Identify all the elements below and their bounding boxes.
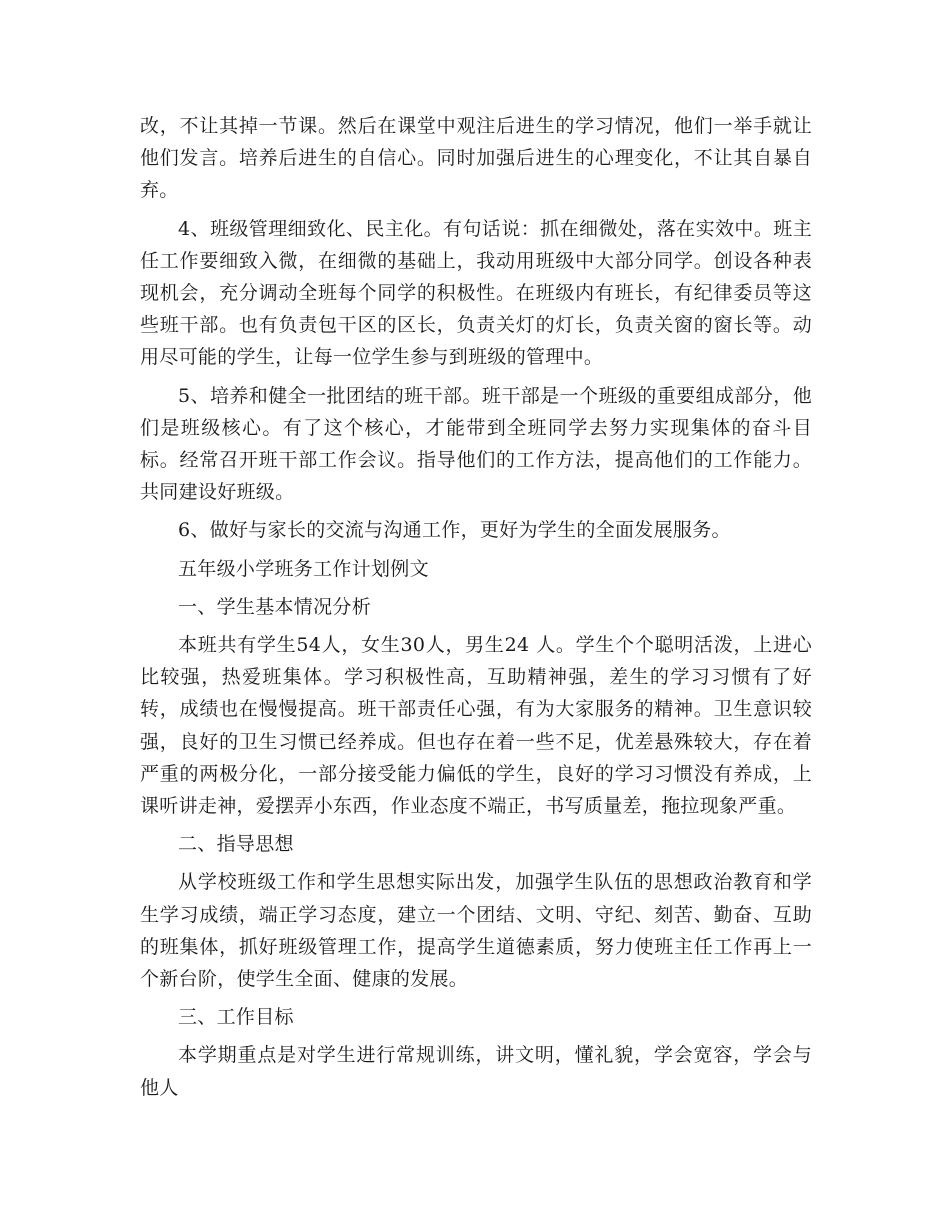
heading-guiding-ideology: 二、指导思想 [178,833,294,856]
paragraph-guiding-ideology: 从学校班级工作和学生思想实际出发，加强学生队伍的思想政治教育和学生学习成绩，端正学习态度，建立一个团结、文明、守纪、刻苦、勤奋、互助的班集体，抓好班级管理工作，提高学生道德素质，努力使班主任工作再上一个新台阶，使学生全面、健康的发展。 [140,871,812,991]
paragraph-2: 4、班级管理细致化、民主化。有句话说：抓在细微处，落在实效中。班主任工作要细致入微，在细微的基础上，我动用班级中大部分同学。创设各种表现机会，充分调动全班每个同学的积极性。在班级内有班长，有纪律委员等这些班干部。也有负责包干区的区长，负责关灯的灯长，负责关窗的窗长等。动用尽可能的学生，让每一位学生参与到班级的管理中。 [140,217,812,369]
paragraph-3: 5、培养和健全一批团结的班干部。班干部是一个班级的重要组成部分，他们是班级核心。有了这个核心，才能带到全班同学去努力实现集体的奋斗目标。经常召开班干部工作会议。指导他们的工作方法，提高他们的工作能力。共同建设好班级。 [140,384,812,504]
paragraph-student-analysis: 本班共有学生54人，女生30人，男生24 人。学生个个聪明活泼，上进心比较强，热爱班集体。学习积极性高，互助精神强，差生的学习习惯有了好转，成绩也在慢慢提高。班干部责任心强，有为大家服务的精神。卫生意识较强，良好的卫生习惯已经养成。但也存在着一些不足，优差悬殊较大，存在着严重的两极分化，一部分接受能力偏低的学生，良好的学习习惯没有养成，上课听讲走神，爱摆弄小东西，作业态度不端正，书写质量差，拖拉现象严重。 [140,634,812,818]
paragraph-work-goals: 本学期重点是对学生进行常规训练，讲文明，懂礼貌，学会宽容，学会与他人 [140,1044,812,1099]
paragraph-1: 改，不让其掉一节课。然后在课堂中观注后进生的学习情况，他们一举手就让他们发言。培养后进生的自信心。同时加强后进生的心理变化，不让其自暴自弃。 [140,115,812,202]
paragraph-4: 6、做好与家长的交流与沟通工作，更好为学生的全面发展服务。 [178,519,731,542]
document-body [140,110,812,1110]
heading-work-goals: 三、工作目标 [178,1006,294,1029]
section-title: 五年级小学班务工作计划例文 [178,557,429,580]
heading-student-analysis: 一、学生基本情况分析 [178,595,372,618]
